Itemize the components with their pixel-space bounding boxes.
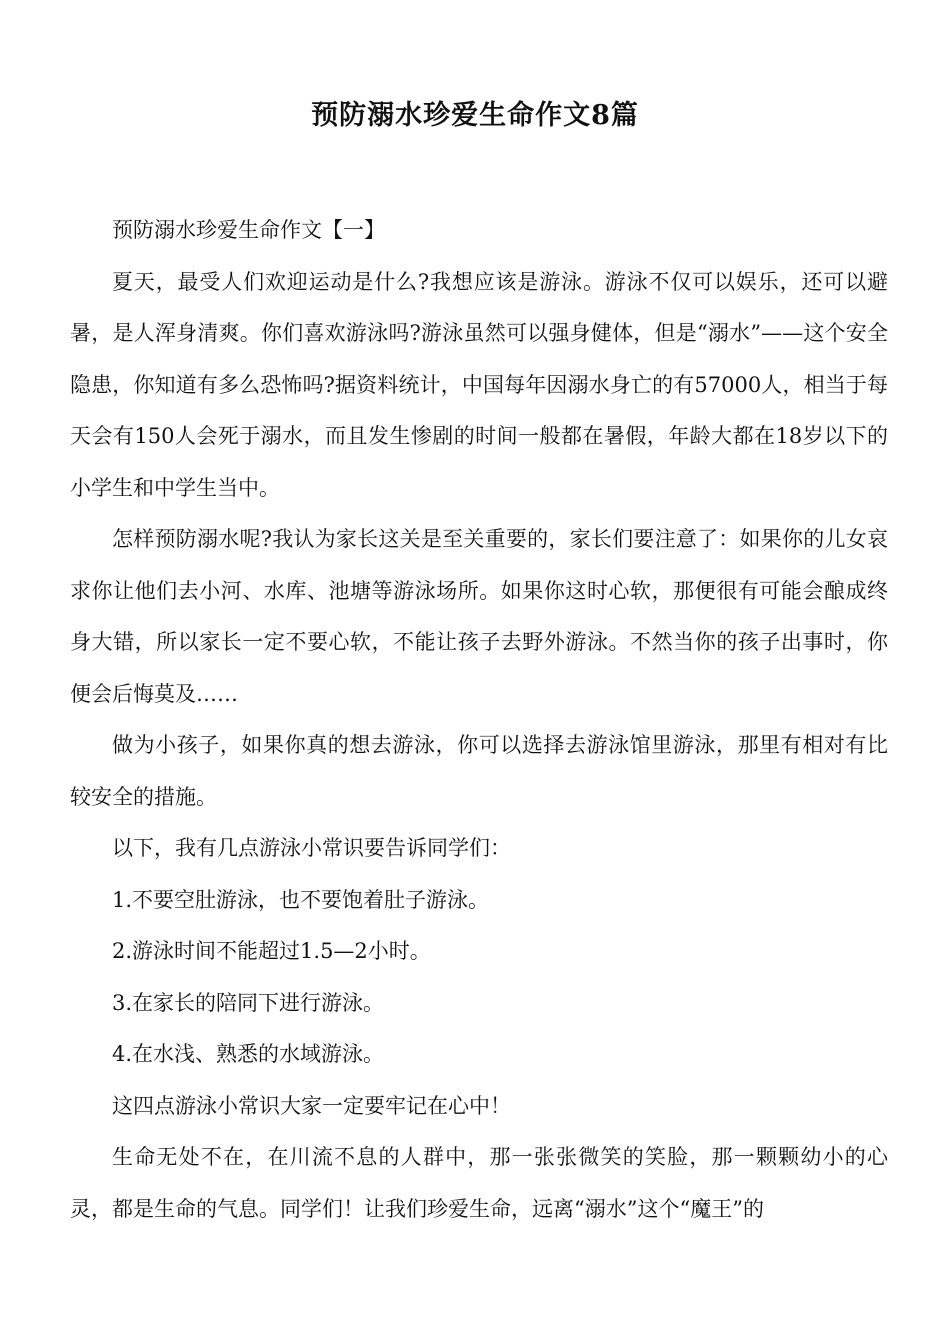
paragraph-swimming-pool: 做为小孩子，如果你真的想去游泳，你可以选择去游泳馆里游泳，那里有相对有比较安全的措施。 xyxy=(70,733,888,809)
paragraph-tips-intro: 以下，我有几点游泳小常识要告诉同学们： xyxy=(112,836,511,860)
list-item-tip-4: 4.在水浅、熟悉的水域游泳。 xyxy=(112,1042,385,1066)
paragraph-remember: 这四点游泳小常识大家一定要牢记在心中！ xyxy=(112,1093,511,1118)
list-item-tip-3: 3.在家长的陪同下进行游泳。 xyxy=(112,990,385,1015)
paragraph-cherish-life: 生命无处不在，在川流不息的人群中，那一张张微笑的笑脸，那一颗颗幼小的心灵，都是生命的气息。同学们！让我们珍爱生命，远离“溺水”这个“魔王”的 xyxy=(70,1145,888,1221)
section-heading: 预防溺水珍爱生命作文【一】 xyxy=(112,218,385,242)
document-body xyxy=(70,205,888,1235)
list-item-tip-2: 2.游泳时间不能超过1.5—2小时。 xyxy=(112,939,431,963)
paragraph-summer-swimming: 夏天，最受人们欢迎运动是什么?我想应该是游泳。游泳不仅可以娱乐，还可以避暑，是人浑身清爽。你们喜欢游泳吗?游泳虽然可以强身健体，但是“溺水”——这个安全隐患，你知道有多么恐怖吗?据资料统计，中国每年因溺水身亡的有57000人，相当于每天会有150人会死于溺水，而且发生惨剧的时间一般都在暑假，年龄大都在18岁以下的小学生和中学生当中。 xyxy=(70,269,888,500)
document-title: 预防溺水珍爱生命作文8篇 xyxy=(311,100,639,131)
list-item-tip-1: 1.不要空肚游泳，也不要饱着肚子游泳。 xyxy=(112,887,490,912)
paragraph-prevention-parents: 怎样预防溺水呢?我认为家长这关是至关重要的，家长们要注意了：如果你的儿女哀求你让他们去小河、水库、池塘等游泳场所。如果你这时心软，那便很有可能会酿成终身大错，所以家长一定不要心软，不能让孩子去野外游泳。不然当你的孩子出事时，你便会后悔莫及…… xyxy=(70,527,888,706)
